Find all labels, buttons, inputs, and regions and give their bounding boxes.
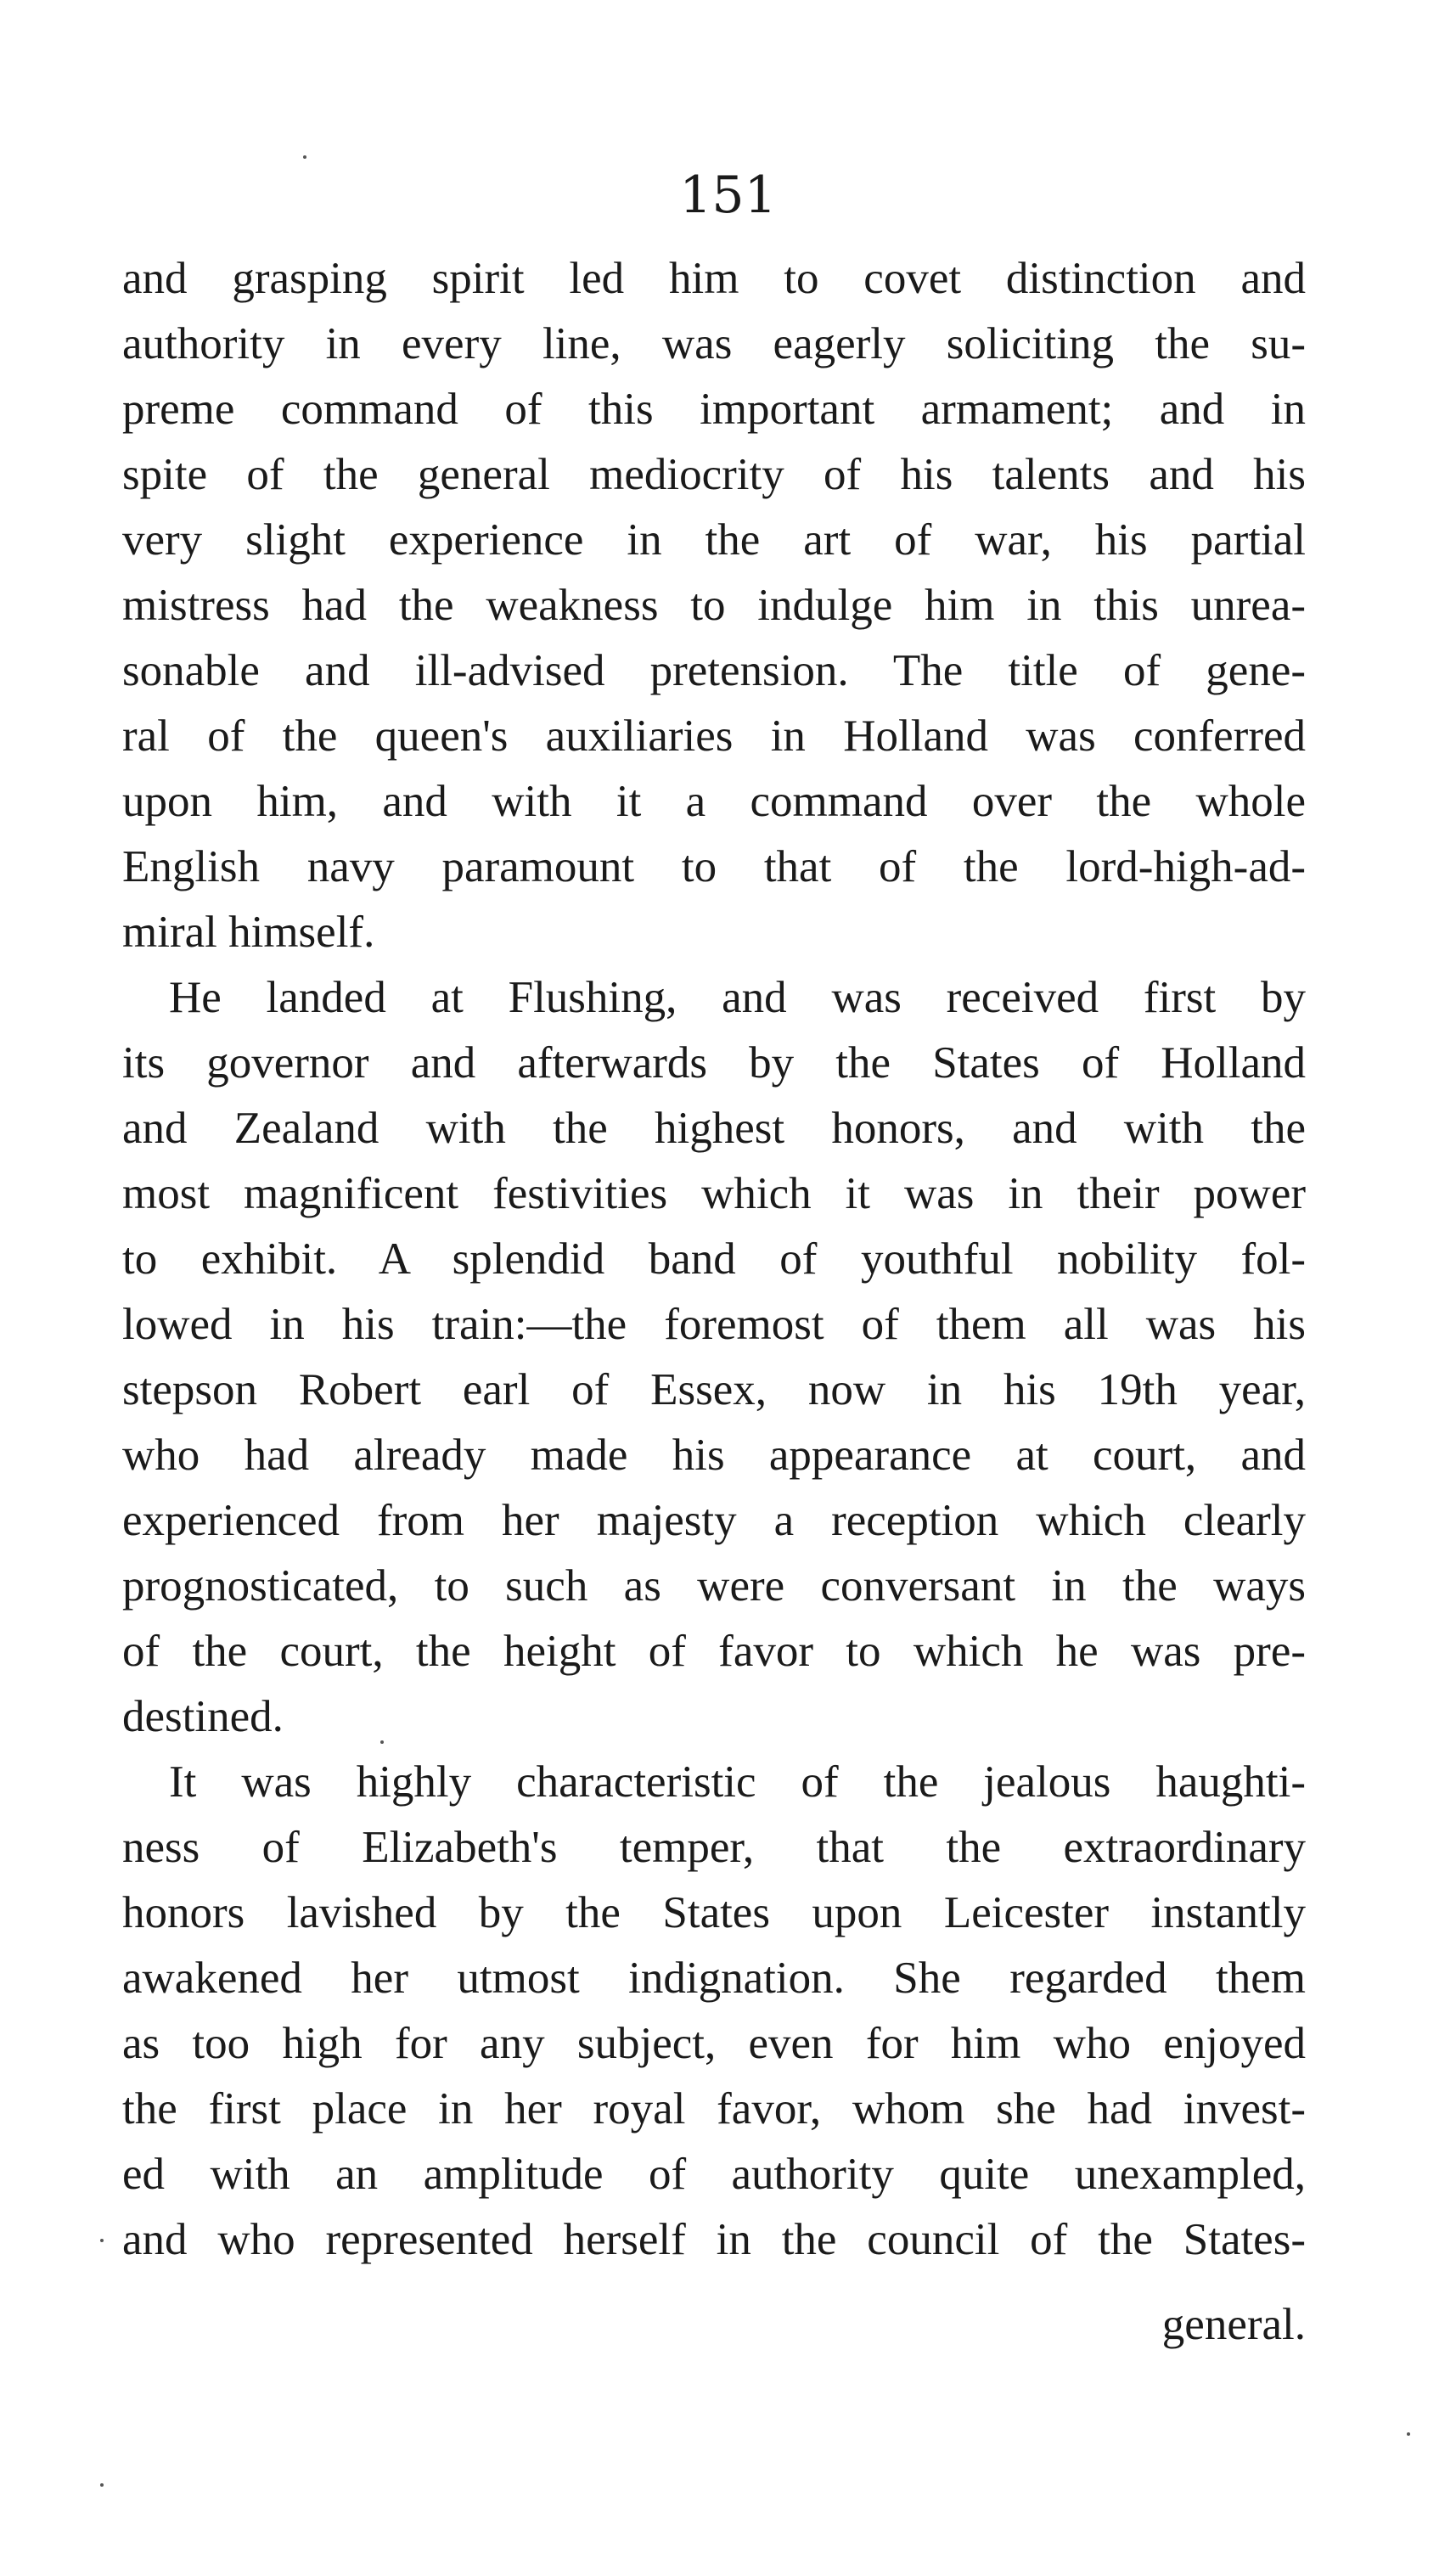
text-line: spite of the general mediocrity of his talents and his — [122, 450, 1306, 499]
text-line: preme command of this important armament; and in — [122, 385, 1306, 434]
paper-speck — [380, 1740, 384, 1744]
text-line: mistress had the weakness to indulge him in this unrea- — [122, 581, 1306, 630]
text-line: prognosticated, to such as were conversant in the ways — [122, 1561, 1306, 1611]
text-line: He landed at Flushing, and was received first by — [169, 973, 1306, 1022]
body-text — [122, 246, 1306, 2273]
paper-speck — [100, 2483, 104, 2487]
text-line: sonable and ill-advised pretension. The title of gene- — [122, 646, 1306, 695]
text-line: who had already made his appearance at court, and — [122, 1431, 1306, 1480]
text-line: of the court, the height of favor to which he was pre- — [122, 1627, 1306, 1676]
text-line: to exhibit. A splendid band of youthful nobility fol- — [122, 1234, 1306, 1284]
text-line: destined. — [122, 1692, 284, 1741]
text-line: ness of Elizabeth's temper, that the extraordinary — [122, 1823, 1306, 1872]
text-line: and who represented herself in the council of the States- — [122, 2215, 1306, 2264]
paper-speck — [1407, 2432, 1410, 2436]
text-line: English navy paramount to that of the lord-high-ad- — [122, 842, 1306, 891]
paper-speck — [100, 2239, 104, 2242]
text-line: lowed in his train:—the foremost of them all was his — [122, 1300, 1306, 1349]
text-line: It was highly characteristic of the jealous haughti- — [169, 1757, 1306, 1807]
text-line: miral himself. — [122, 908, 375, 957]
text-line: its governor and afterwards by the States of Holland — [122, 1038, 1306, 1088]
text-line: upon him, and with it a command over the whole — [122, 777, 1306, 826]
text-line: authority in every line, was eagerly soliciting the su- — [122, 319, 1306, 368]
paragraph-3 — [122, 1750, 1306, 2273]
text-line: ral of the queen's auxiliaries in Holland was conferred — [122, 711, 1306, 761]
text-line: honors lavished by the States upon Leicester instantly — [122, 1888, 1306, 1937]
text-line: and grasping spirit led him to covet distinction and — [122, 254, 1306, 303]
paragraph-1 — [122, 246, 1306, 965]
text-line: awakened her utmost indignation. She regarded them — [122, 1954, 1306, 2003]
text-line: as too high for any subject, even for him who enjoyed — [122, 2019, 1306, 2068]
text-line: the first place in her royal favor, whom she had invest- — [122, 2084, 1306, 2134]
catchword: general. — [1161, 2300, 1306, 2349]
text-line: ed with an amplitude of authority quite unexampled, — [122, 2150, 1306, 2199]
paragraph-2 — [122, 965, 1306, 1750]
text-line: most magnificent festivities which it was in their power — [122, 1169, 1306, 1218]
text-line: very slight experience in the art of war, his partial — [122, 515, 1306, 565]
paper-speck — [303, 155, 306, 159]
text-line: and Zealand with the highest honors, and with the — [122, 1104, 1306, 1153]
page-number: 151 — [679, 166, 777, 225]
text-line: experienced from her majesty a reception which clearly — [122, 1496, 1306, 1545]
text-line: stepson Robert earl of Essex, now in his 19th year, — [122, 1365, 1306, 1414]
